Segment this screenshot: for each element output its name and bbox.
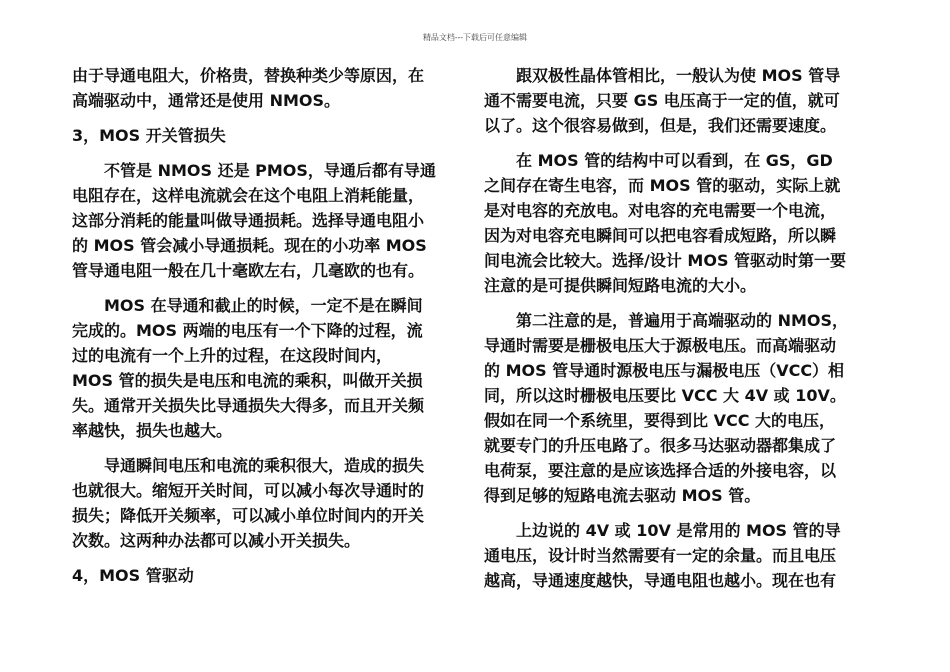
- paragraph-gap: [72, 283, 464, 293]
- text-line: 过的电流有一个上升的过程，在这段时间内，: [72, 346, 393, 365]
- text-line: 同，所以这时栅极电压要比 VCC 大 4V 或 10V。: [484, 386, 846, 405]
- text-line: 损失；降低开关频率，可以减小单位时间内的开关: [72, 506, 425, 525]
- paragraph-gap: [72, 113, 464, 123]
- text-line: 次数。这两种办法都可以减小开关损失。: [72, 531, 361, 550]
- text-line: 之间存在寄生电容，而 MOS 管的驱动，实际上就: [484, 176, 841, 195]
- paragraph-gap: [484, 508, 878, 518]
- text-line: 高端驱动中，通常还是使用 NMOS。: [72, 91, 341, 110]
- paragraph-gap: [72, 443, 464, 453]
- text-line: 也就很大。缩短开关时间，可以减小每次导通时的: [72, 481, 425, 500]
- text-line: 这部分消耗的能量叫做导通损耗。选择导通电阻小: [72, 211, 425, 230]
- text-line: 通电压，设计时当然需要有一定的余量。而且电压: [484, 546, 837, 565]
- paragraph-gap: [484, 138, 878, 148]
- text-line: 4，MOS 管驱动: [72, 566, 194, 585]
- text-line: 导通瞬间电压和电流的乘积很大，造成的损失: [72, 456, 425, 475]
- text-line: 就要专门的升压电路了。很多马达驱动器都集成了: [484, 436, 837, 455]
- paragraph: [72, 63, 464, 113]
- text-line: 的 MOS 管会减小导通损耗。现在的小功率 MOS: [72, 236, 427, 255]
- text-line: 第二注意的是，普遍用于高端驱动的 NMOS，: [484, 311, 849, 330]
- text-line: 注意的是可提供瞬间短路电流的大小。: [484, 276, 757, 295]
- text-line: MOS 在导通和截止的时候，一定不是在瞬间: [72, 296, 423, 315]
- text-line: 得到足够的短路电流去驱动 MOS 管。: [484, 486, 761, 505]
- text-line: 以了。这个很容易做到，但是，我们还需要速度。: [484, 116, 837, 135]
- text-line: 上边说的 4V 或 10V 是常用的 MOS 管的导: [484, 521, 841, 540]
- text-line: 假如在同一个系统里，要得到比 VCC 大的电压，: [484, 411, 836, 430]
- paragraph: [484, 518, 878, 593]
- paragraph-gap: [484, 298, 878, 308]
- text-line: 不管是 NMOS 还是 PMOS，导通后都有导通: [72, 161, 436, 180]
- section-heading: [72, 563, 464, 588]
- text-line: 电荷泵，要注意的是应该选择合适的外接电容，以: [484, 461, 837, 480]
- text-line: 因为对电容充电瞬间可以把电容看成短路，所以瞬: [484, 226, 837, 245]
- paragraph: [484, 308, 878, 508]
- text-line: MOS 管的损失是电压和电流的乘积，叫做开关损: [72, 371, 423, 390]
- paragraph-gap: [72, 148, 464, 158]
- text-line: 由于导通电阻大，价格贵，替换种类少等原因，在: [72, 66, 425, 85]
- text-line: 通不需要电流，只要 GS 电压高于一定的值，就可: [484, 91, 840, 110]
- text-line: 失。通常开关损失比导通损失大得多，而且开关频: [72, 396, 425, 415]
- text-line: 导通时需要是栅极电压大于源极电压。而高端驱动: [484, 336, 837, 355]
- text-line: 越高，导通速度越快，导通电阻也越小。现在也有: [484, 571, 837, 590]
- left-column: [72, 63, 464, 588]
- section-heading: [72, 123, 464, 148]
- paragraph: [72, 293, 464, 443]
- text-line: 是对电容的充放电。对电容的充电需要一个电流，: [484, 201, 837, 220]
- text-line: 3，MOS 开关管损失: [72, 126, 226, 145]
- right-column: [484, 63, 878, 593]
- text-line: 电阻存在，这样电流就会在这个电阻上消耗能量，: [72, 186, 425, 205]
- paragraph-gap: [72, 553, 464, 563]
- text-line: 率越快，损失也越大。: [72, 421, 233, 440]
- paragraph: [72, 158, 464, 283]
- text-line: 完成的。MOS 两端的电压有一个下降的过程，流: [72, 321, 423, 340]
- text-line: 间电流会比较大。选择/设计 MOS 管驱动时第一要: [484, 251, 847, 270]
- text-line: 跟双极性晶体管相比，一般认为使 MOS 管导: [484, 66, 841, 85]
- paragraph: [484, 63, 878, 138]
- paragraph: [484, 148, 878, 298]
- text-line: 管导通电阻一般在几十毫欧左右，几毫欧的也有。: [72, 261, 425, 280]
- text-line: 在 MOS 管的结构中可以看到，在 GS，GD: [484, 151, 833, 170]
- paragraph: [72, 453, 464, 553]
- text-line: 的 MOS 管导通时源极电压与漏极电压（VCC）相: [484, 361, 845, 380]
- page-header: 精品文档---下载后可任意编辑: [422, 33, 528, 42]
